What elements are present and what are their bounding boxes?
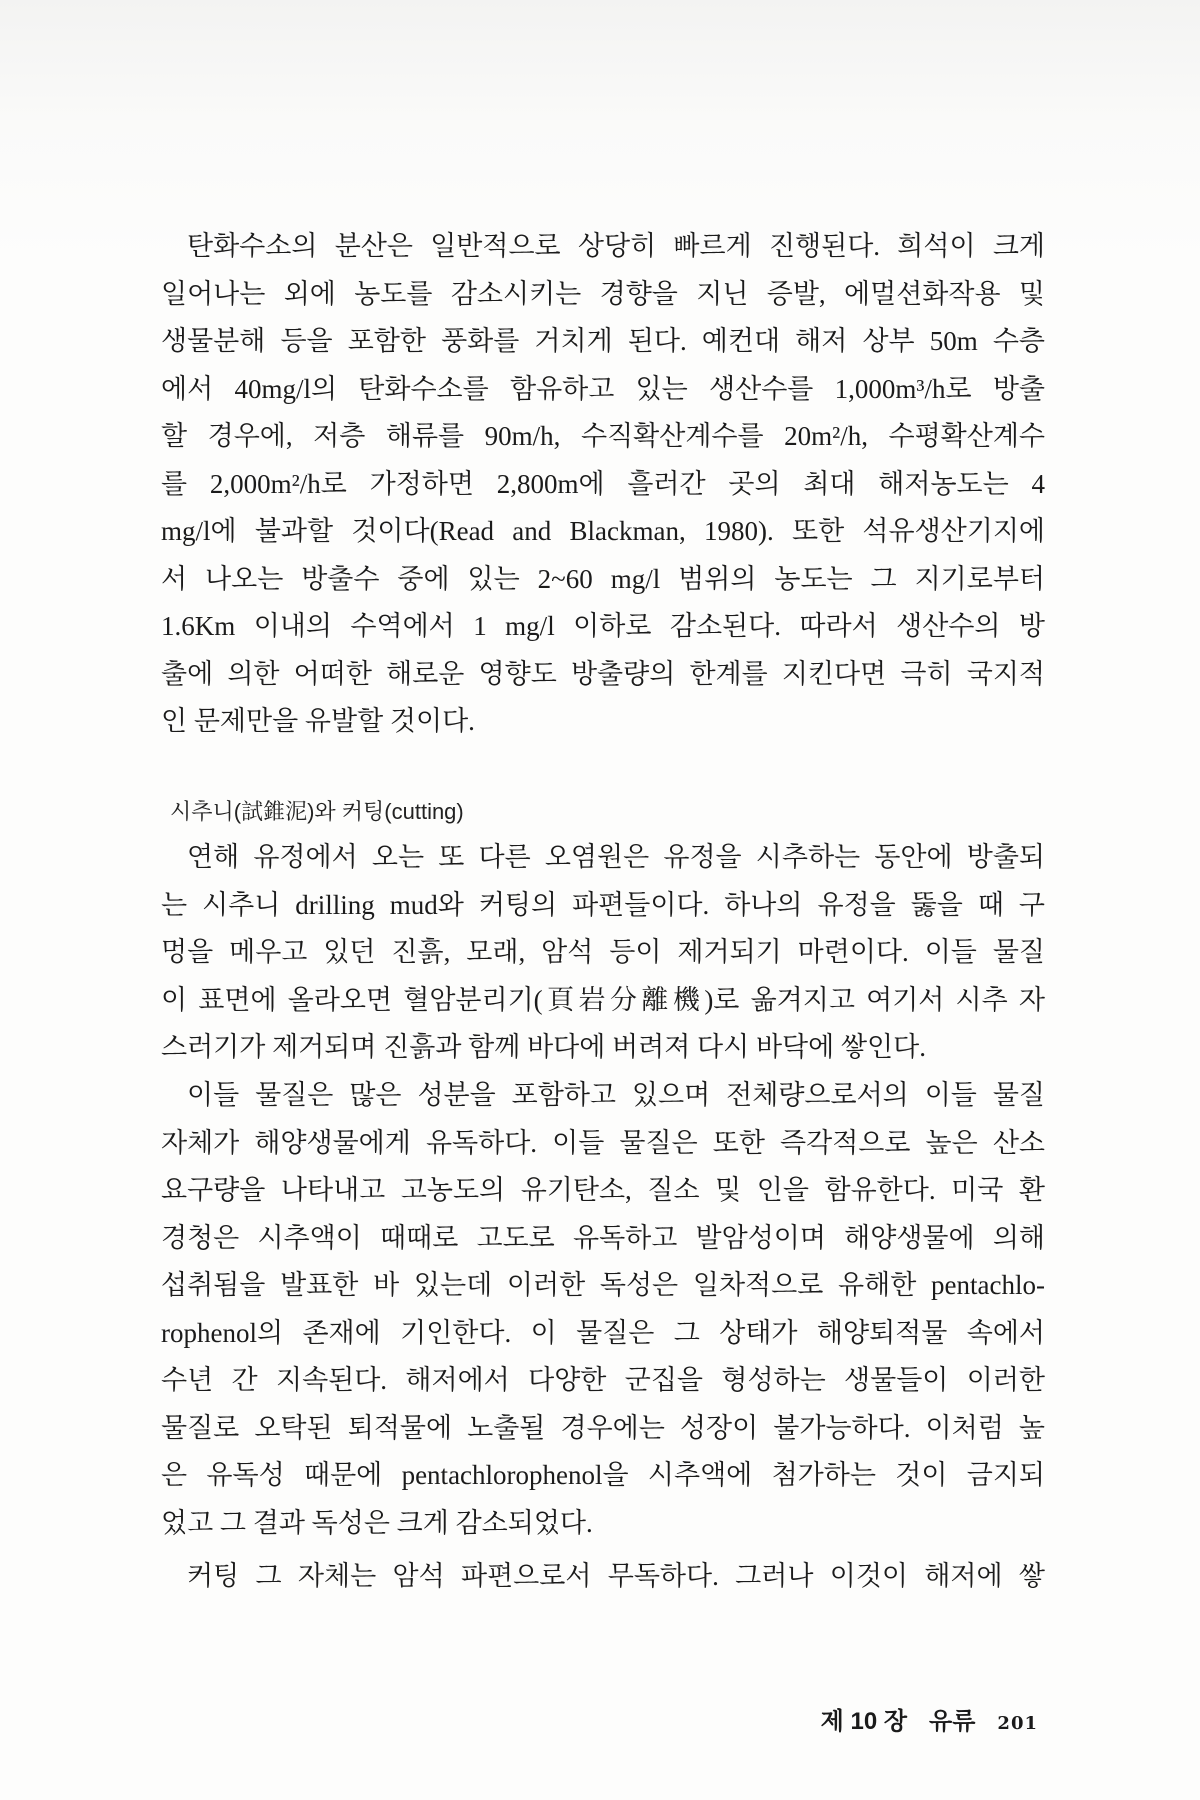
body-paragraph-3 — [161, 1072, 1045, 1547]
text-line: 요구량을 나타내고 고농도의 유기탄소, 질소 및 인을 함유한다. 미국 환 — [161, 1175, 1045, 1205]
body-paragraph-2 — [161, 834, 1045, 1072]
text-line: 경청은 시추액이 때때로 고도로 유독하고 발암성이며 해양생물에 의해 — [161, 1222, 1045, 1253]
text-line: 에서 40mg/l의 탄화수소를 함유하고 있는 생산수를 1,000m³/h로 방출 — [161, 373, 1045, 404]
text-line: mg/l에 불과할 것이다(Read and Blackman, 1980). 또한 석유생산기지에 — [161, 516, 1045, 546]
text-line: 물질로 오탁된 퇴적물에 노출될 경우에는 성장이 불가능하다. 이처럼 높 — [161, 1412, 1045, 1443]
section-heading: 시추니(試錐泥)와 커팅(cutting) — [170, 799, 464, 824]
text-line: 1.6Km 이내의 수역에서 1 mg/l 이하로 감소된다. 따라서 생산수의 방 — [161, 611, 1045, 641]
body-paragraph-1 — [161, 223, 1045, 746]
text-line: rophenol의 존재에 기인한다. 이 물질은 그 상태가 해양퇴적물 속에서 — [161, 1317, 1045, 1348]
body-paragraph-4 — [161, 1553, 1045, 1601]
chapter-label: 제 10 장 — [820, 1708, 908, 1735]
text-line: 서 나오는 방출수 중에 있는 2~60 mg/l 범위의 농도는 그 지기로부터 — [161, 563, 1045, 594]
text-line: 출에 의한 어떠한 해로운 영향도 방출량의 한계를 지킨다면 극히 국지적 — [161, 658, 1045, 689]
text-line: 스러기가 제거되며 진흙과 함께 바다에 버려져 다시 바닥에 쌓인다. — [161, 1032, 926, 1062]
text-line: 할 경우에, 저층 해류를 90m/h, 수직확산계수를 20m²/h, 수평확산계수 — [161, 421, 1045, 451]
text-line: 섭취됨을 발표한 바 있는데 이러한 독성은 일차적으로 유해한 pentachlo- — [161, 1270, 1045, 1300]
text-line: 멍을 메우고 있던 진흙, 모래, 암석 등이 제거되기 마련이다. 이들 물질 — [161, 937, 1045, 967]
text-line: 일어나는 외에 농도를 감소시키는 경향을 지닌 증발, 에멀션화작용 및 — [161, 278, 1045, 309]
text-line: 를 2,000m²/h로 가정하면 2,800m에 흘러간 곳의 최대 해저농도는 4 — [161, 468, 1045, 499]
text-line: 었고 그 결과 독성은 크게 감소되었다. — [161, 1507, 593, 1538]
text-line: 인 문제만을 유발할 것이다. — [161, 706, 475, 736]
text-line: 탄화수소의 분산은 일반적으로 상당히 빠르게 진행된다. 희석이 크게 — [187, 231, 1045, 261]
page-footer — [821, 1700, 1038, 1744]
text-line: 생물분해 등을 포함한 풍화를 거치게 된다. 예컨대 해저 상부 50m 수층 — [161, 326, 1045, 356]
page-number: 201 — [997, 1713, 1038, 1734]
text-line: 은 유독성 때문에 pentachlorophenol을 시추액에 첨가하는 것이 금지되 — [161, 1460, 1045, 1490]
text-line: 연해 유정에서 오는 또 다른 오염원은 유정을 시추하는 동안에 방출되 — [187, 842, 1045, 872]
text-line: 수년 간 지속된다. 해저에서 다양한 군집을 형성하는 생물들이 이러한 — [161, 1365, 1045, 1395]
text-line: 커팅 그 자체는 암석 파편으로서 무독하다. 그러나 이것이 해저에 쌓 — [187, 1561, 1045, 1591]
text-line: 이 표면에 올라오면 혈암분리기(頁岩分離機)로 옮겨지고 여기서 시추 자 — [161, 984, 1045, 1015]
text-line: 이들 물질은 많은 성분을 포함하고 있으며 전체량으로서의 이들 물질 — [187, 1080, 1045, 1110]
text-line: 는 시추니 drilling mud와 커팅의 파편들이다. 하나의 유정을 뚫을 때 구 — [161, 889, 1045, 920]
chapter-title: 유류 — [929, 1708, 976, 1735]
text-line: 자체가 해양생물에게 유독하다. 이들 물질은 또한 즉각적으로 높은 산소 — [161, 1127, 1045, 1158]
